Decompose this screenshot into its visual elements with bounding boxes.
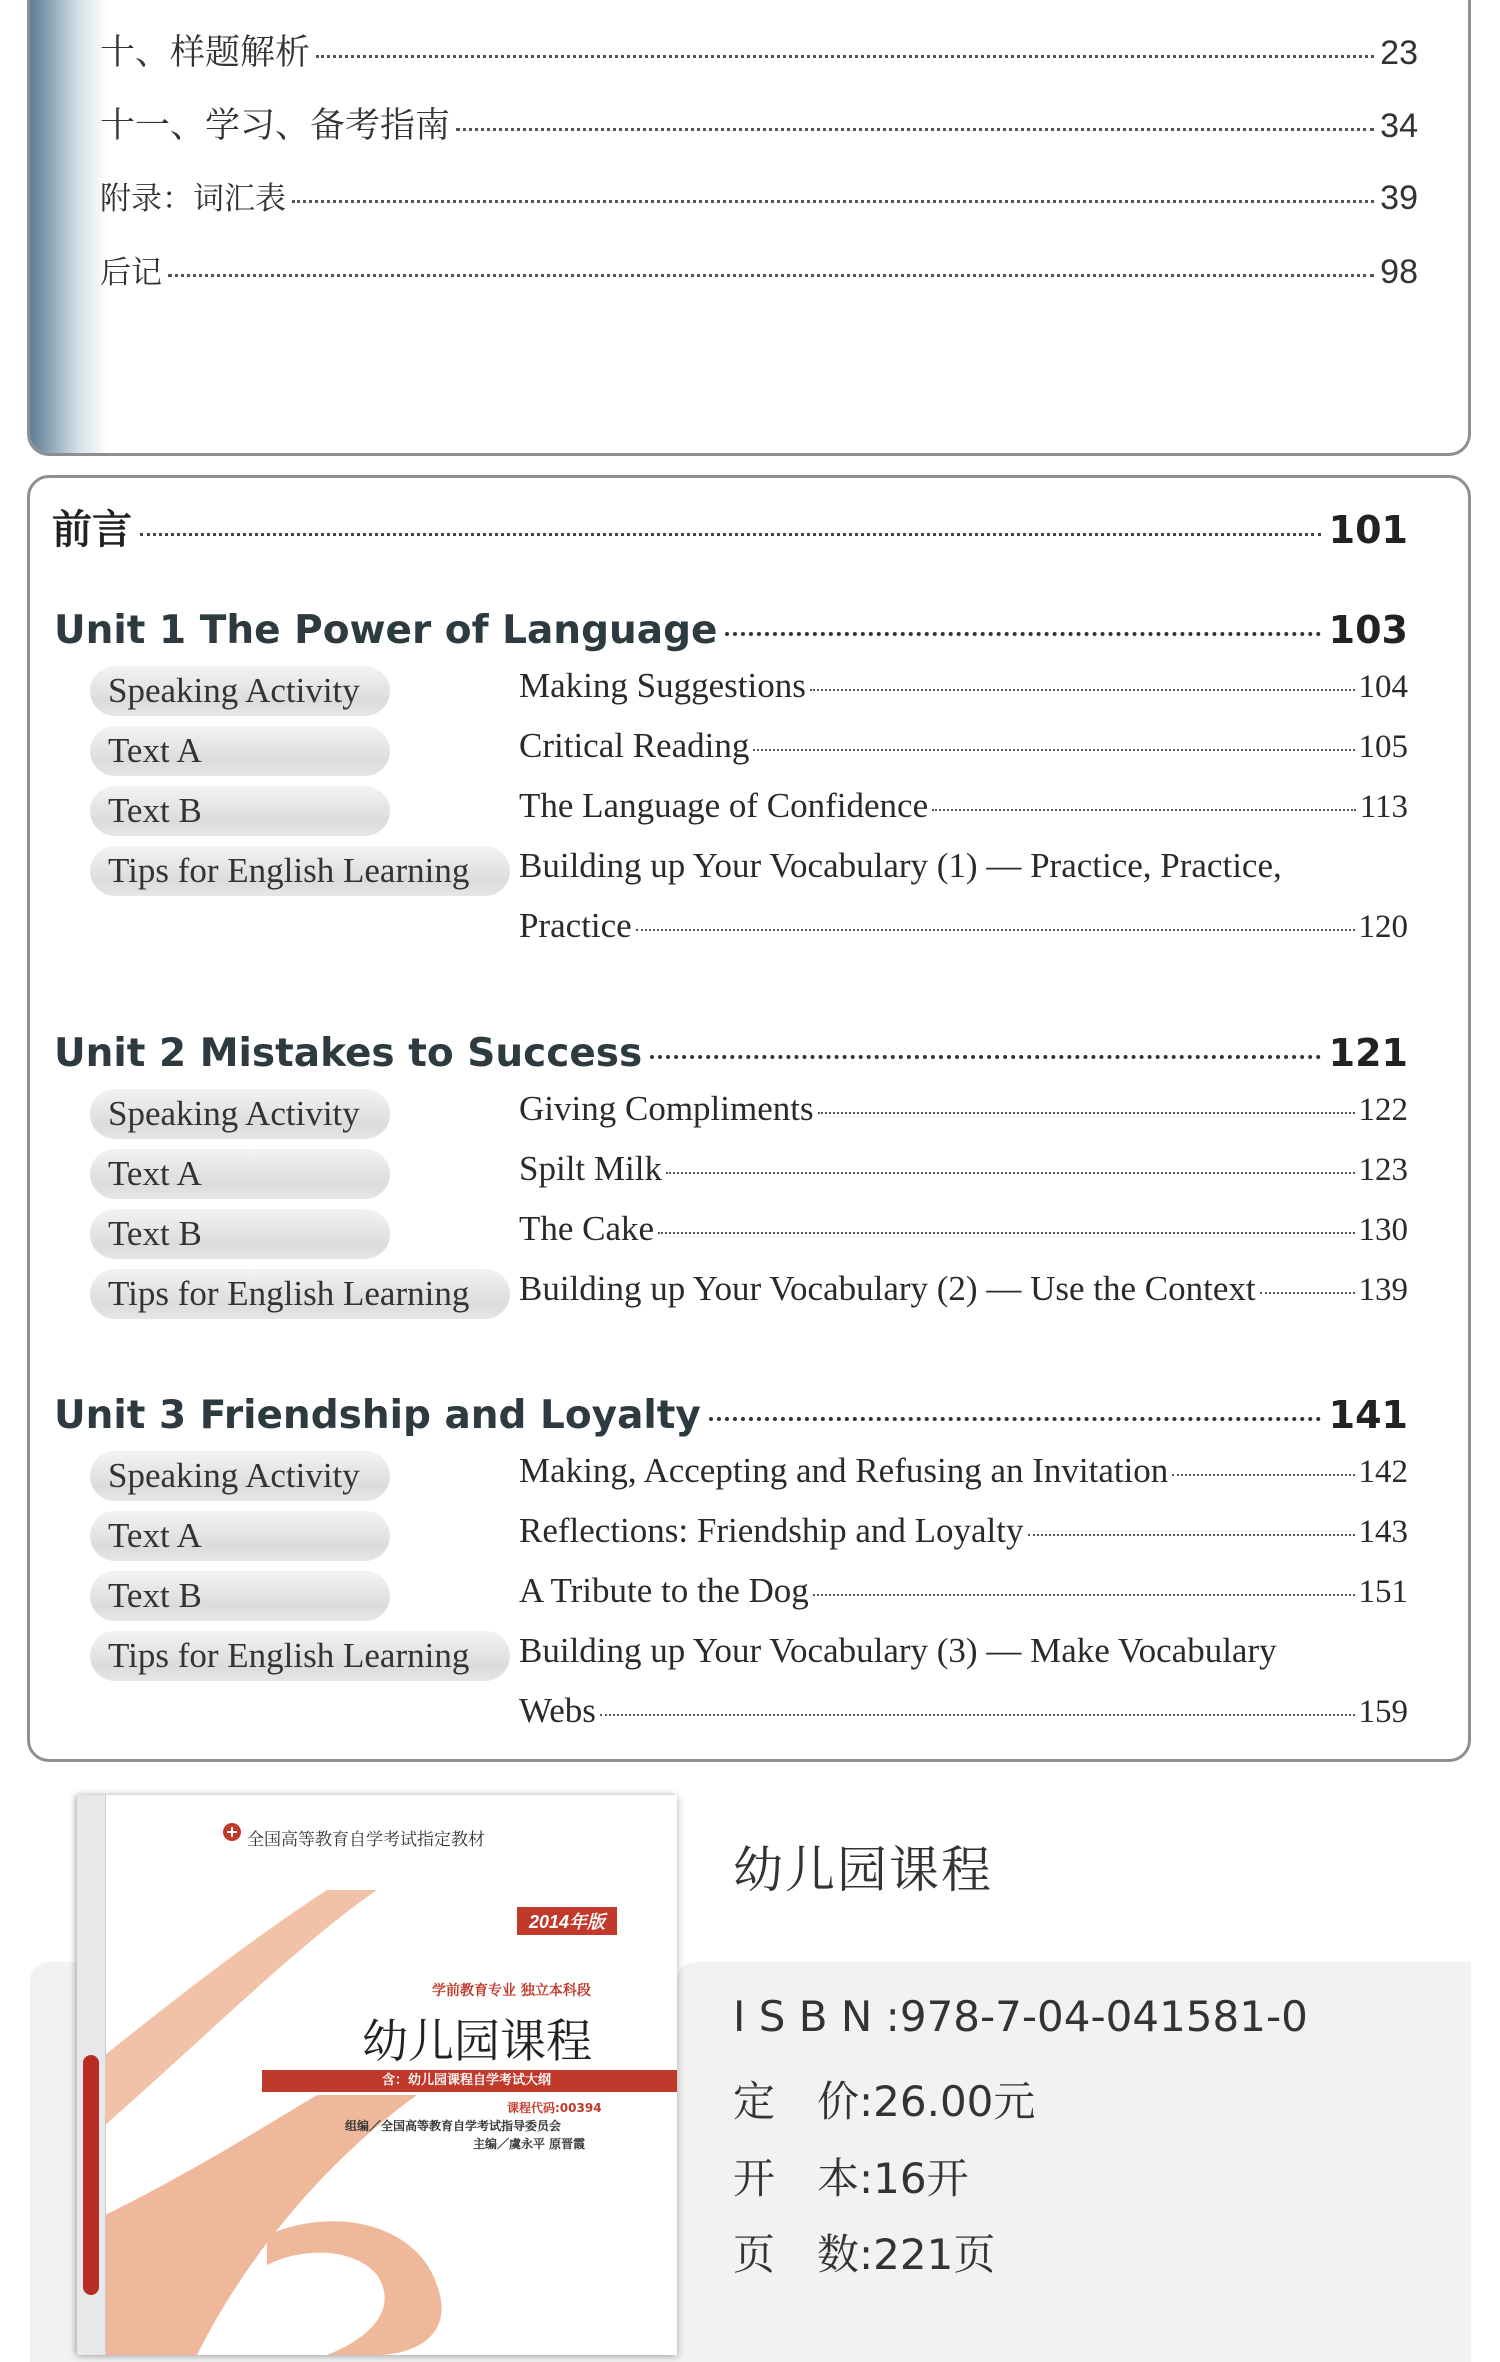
entry-page: 151 [1358,1574,1408,1610]
section-badge: Speaking Activity [90,666,390,716]
section-badge: Speaking Activity [90,1089,390,1139]
toc-entry-continued [519,906,1408,956]
section-badge: Text B [90,786,390,836]
section-badge: Text A [90,1149,390,1199]
entry-title: Making Suggestions [519,666,806,705]
entry-page: 159 [1358,1694,1408,1730]
publisher-logo-icon [222,1822,242,1842]
entry-title: Building up Your Vocabulary (3) — Make Vocabulary [519,1631,1277,1670]
cover-spine [77,1795,106,2355]
pages-value: 221页 [873,2230,996,2279]
cover-editors: 主编／虞永平 原晋霞 [473,2137,586,2151]
unit-heading [54,1393,1408,1443]
pages-label: 页 数: [733,2230,874,2279]
unit-page: 141 [1328,1393,1408,1437]
cover-year: 2014年版 [517,1907,617,1935]
unit-title: Unit 3 Friendship and Loyalty [54,1393,701,1438]
price-label: 定 价: [733,2077,874,2126]
isbn-row [733,1992,1308,2041]
toc-row [100,98,1418,148]
entry-title: The Cake [519,1209,655,1248]
entry-page: 113 [1359,789,1408,825]
section-badge: Text B [90,1209,390,1259]
entry-title-cont: Webs [519,1691,596,1730]
format-value: 16开 [873,2154,969,2203]
toc-entry [519,786,1408,836]
toc-entry [519,1511,1408,1561]
entry-page: 105 [1358,729,1408,765]
section-badge: Text A [90,726,390,776]
unit-title: Unit 1 The Power of Language [54,608,718,653]
section-badge: Tips for English Learning [90,1631,510,1681]
toc-entry [519,1451,1408,1501]
format-row [733,2146,969,2206]
toc-entry [519,1571,1408,1621]
toc-title: 十一、学习、备考指南 [100,106,451,146]
entry-title: Building up Your Vocabulary (1) — Practice, Practice, [519,846,1282,885]
entry-title: Giving Compliments [519,1089,814,1128]
entry-page: 143 [1358,1514,1408,1550]
toc-entry [519,1149,1408,1199]
entry-title: Critical Reading [519,726,750,765]
section-badge: Tips for English Learning [90,846,510,896]
cover-title: 幼儿园课程 [362,2014,592,2068]
toc-row [100,247,1418,297]
entry-title: Reflections: Friendship and Loyalty [519,1511,1024,1550]
toc-row [100,173,1418,223]
unit-heading [54,608,1408,658]
entry-page: 139 [1358,1272,1408,1308]
product-title: 幼儿园课程 [733,1841,993,1899]
toc-entry [519,666,1408,716]
entry-page: 123 [1358,1152,1408,1188]
cover-editor-org: 组编／全国高等教育自学考试指导委员会 [345,2119,562,2133]
entry-page: 120 [1358,909,1408,945]
entry-title: The Language of Confidence [519,786,929,825]
entry-title: A Tribute to the Dog [519,1571,809,1610]
toc-panel-chinese [27,0,1471,456]
toc-entry [519,1089,1408,1139]
unit-page: 121 [1328,1031,1408,1075]
section-badge: Text B [90,1571,390,1621]
isbn-label: I S B N : [733,1992,900,2041]
entry-title: Building up Your Vocabulary (2) — Use the Context [519,1269,1256,1308]
toc-entry [519,1631,1408,1681]
toc-entry [519,726,1408,776]
unit-title: Unit 2 Mistakes to Success [54,1031,643,1076]
pages-row [733,2222,995,2282]
cover-series: 全国高等教育自学考试指定教材 [247,1830,485,1850]
toc-title: 十、样题解析 [100,33,311,73]
toc-entry [519,846,1408,896]
toc-page: 34 [1380,107,1418,145]
entry-title-cont: Practice [519,906,632,945]
toc-page: 98 [1380,253,1418,291]
toc-entry-continued [519,1691,1408,1741]
toc-entry [519,1269,1408,1319]
toc-panel-english [27,475,1471,1762]
toc-entry [519,1209,1408,1259]
section-badge: Tips for English Learning [90,1269,510,1319]
isbn-value: 978-7-04-041581-0 [899,1992,1308,2041]
entry-title: Spilt Milk [519,1149,662,1188]
cover-code: 课程代码:00394 [507,2101,602,2115]
price-value: 26.00元 [873,2077,1036,2126]
unit-heading [54,1031,1408,1081]
entry-page: 122 [1358,1092,1408,1128]
toc-row [100,25,1418,75]
entry-page: 130 [1358,1212,1408,1248]
cover-include-bar: 含：幼儿园课程自学考试大纲 [262,2070,677,2092]
section-badge: Speaking Activity [90,1451,390,1501]
preface-page: 101 [1328,508,1408,552]
book-cover-image[interactable] [77,1795,677,2355]
cover-major: 学前教育专业 独立本科段 [432,1983,591,1999]
book-spine-shadow [30,0,108,453]
toc-page: 23 [1380,34,1418,72]
toc-title: 附录：词汇表 [100,181,286,217]
toc-title: 后记 [100,255,162,291]
entry-title: Making, Accepting and Refusing an Invitation [519,1451,1169,1490]
section-badge: Text A [90,1511,390,1561]
unit-page: 103 [1328,608,1408,652]
entry-page: 142 [1358,1454,1408,1490]
preface-title: 前言 [52,507,132,553]
preface-row [52,498,1408,555]
toc-page: 39 [1380,179,1418,217]
price-row [733,2069,1035,2129]
format-label: 开 本: [733,2154,874,2203]
product-info-box [677,1962,1471,2362]
entry-page: 104 [1358,669,1408,705]
